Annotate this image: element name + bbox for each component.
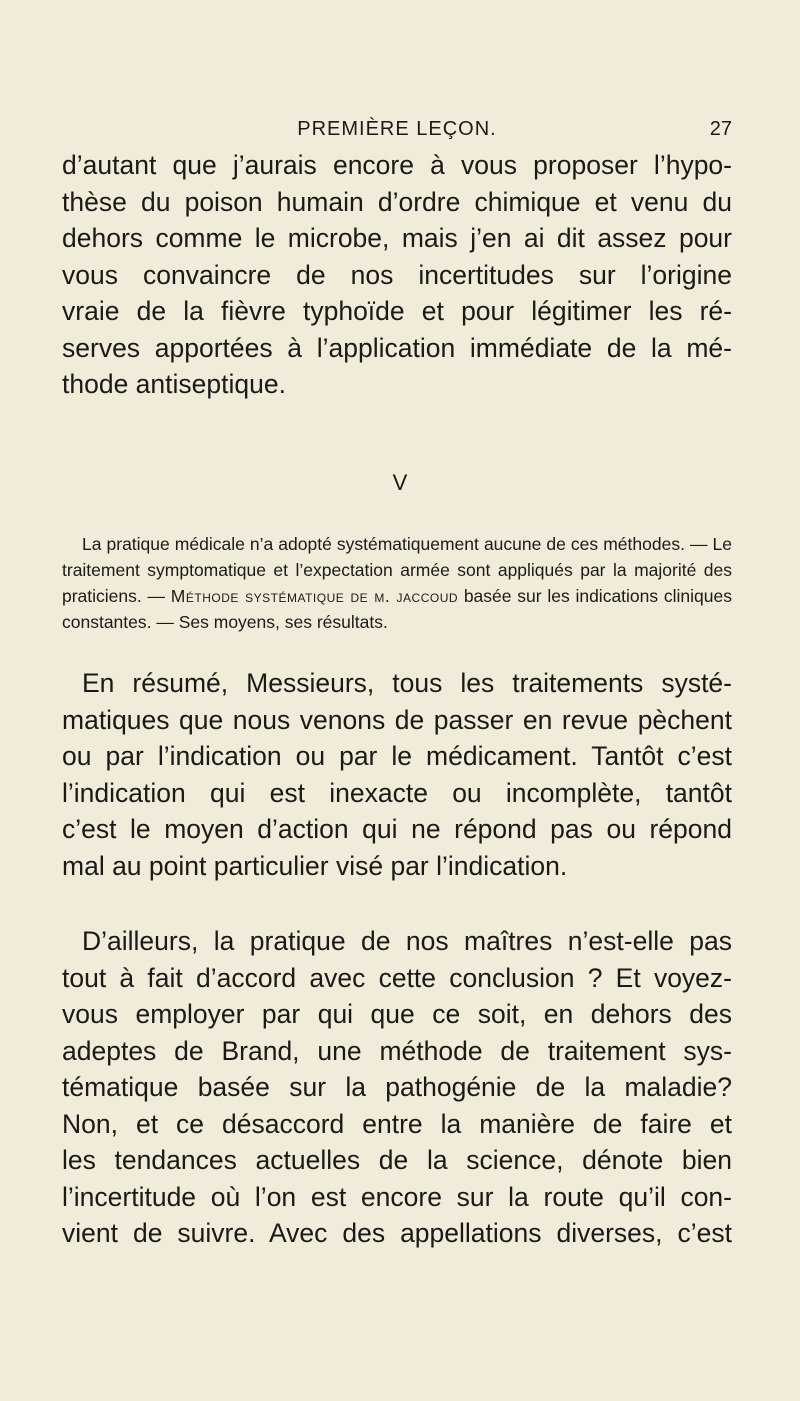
text-line: tout à fait d’accord avec cette conclusion ? Et voyez- — [62, 962, 732, 993]
text-line: vous convaincre de nos incertitudes sur l’origine — [62, 259, 732, 290]
text-line: adeptes de Brand, une méthode de traitement sys- — [62, 1035, 732, 1066]
summary-text: La pratique médicale n’a adopté systématiquement aucune de ces méthodes. — Le traitement symptomatique et l’expectation armée sont appliqués par la majorité des praticiens. — — [62, 534, 732, 606]
summary-text: basée sur les indications cliniques constantes. — Ses moyens, ses résultats. — [62, 586, 732, 632]
page-number: 27 — [709, 118, 732, 140]
text-line: ou par l’indication ou par le médicament. Tantôt c’est — [62, 741, 732, 771]
text-line: thèse du poison humain d’ordre chimique et venu du — [62, 186, 732, 217]
text-line: En résumé, Messieurs, tous les traitements systé- — [82, 668, 732, 698]
text-line: mal au point particulier visé par l’indication. — [62, 850, 568, 881]
text-line: d’autant que j’aurais encore à vous proposer l’hypo- — [62, 150, 732, 180]
running-head — [62, 116, 732, 146]
paragraph-continuation — [62, 147, 732, 403]
paragraph — [62, 923, 732, 1252]
text-line: serves apportées à l’application immédiate de la mé- — [62, 332, 732, 363]
text-line: D’ailleurs, la pratique de nos maîtres n’est-elle pas — [82, 926, 732, 956]
section-number: V — [392, 470, 408, 495]
text-line: tématique basée sur la pathogénie de la maladie? — [62, 1072, 732, 1102]
paragraph — [62, 665, 732, 884]
summary-smallcaps: Méthode systématique de m. jaccoud — [170, 586, 459, 606]
text-line: Non, et ce désaccord entre la manière de faire et — [62, 1108, 732, 1139]
text-line: c’est le moyen d’action qui ne répond pas ou répond — [62, 814, 732, 844]
text-line: vient de suivre. Avec des appellations diverses, c’est — [62, 1218, 732, 1248]
text-line: matiques que nous venons de passer en revue pèchent — [62, 704, 732, 735]
text-line: les tendances actuelles de la science, dénote bien — [62, 1145, 732, 1175]
text-line: l’incertitude où l’on est encore sur la route qu’il con- — [62, 1181, 732, 1212]
section-summary — [62, 531, 732, 635]
running-title: PREMIÈRE LEÇON. — [297, 118, 497, 140]
text-line: vous employer par qui que ce soit, en dehors des — [62, 999, 732, 1029]
text-line: dehors comme le microbe, mais j’en ai dit assez pour — [62, 223, 732, 253]
text-line: vraie de la fièvre typhoïde et pour légitimer les ré- — [62, 296, 732, 326]
text-line: l’indication qui est inexacte ou incomplète, tantôt — [62, 777, 732, 808]
text-line: thode antiseptique. — [62, 369, 286, 399]
